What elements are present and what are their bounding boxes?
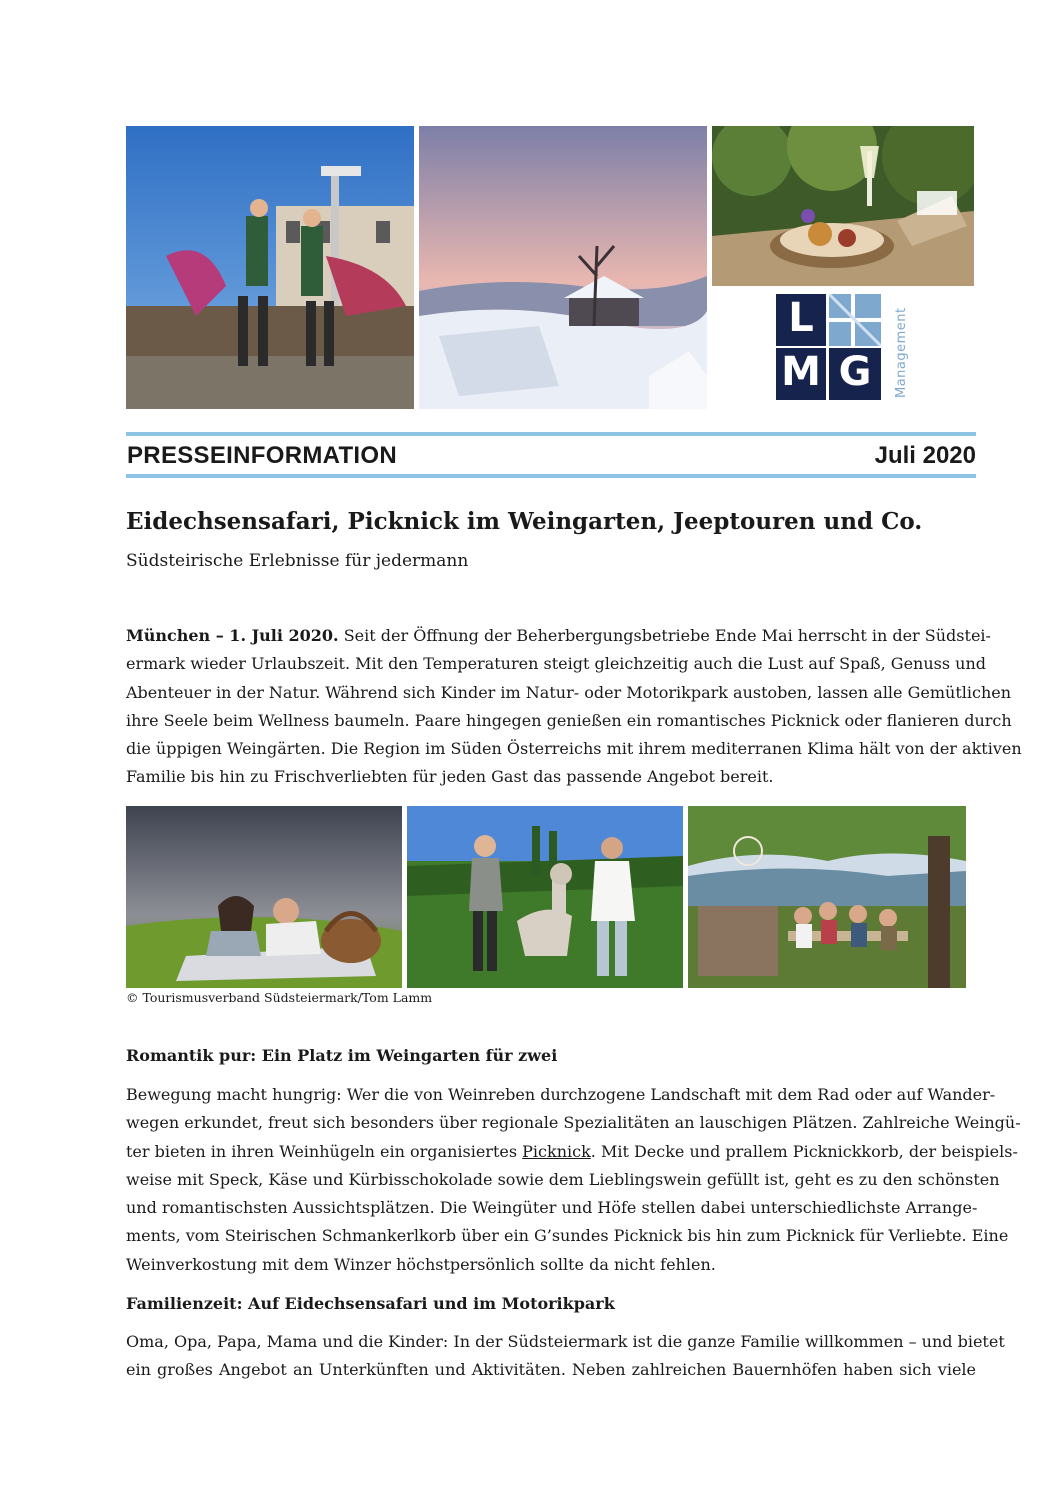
photo-food-wine: [712, 126, 974, 286]
romantik-line-text: ter bieten in ihren Weinhügeln ein organisiertes: [126, 1141, 523, 1161]
photo-caption: © Tourismusverband Südsteiermark/Tom Lamm: [126, 990, 433, 1005]
intro-line: Abenteuer in der Natur. Während sich Kinder im Natur- oder Motorikpark austoben, lassen alle Gemütlichen: [126, 682, 1012, 702]
section-title-romantik: Romantik pur: Ein Platz im Weingarten für zwei: [126, 1046, 558, 1065]
romantik-line: ments, vom Steirischen Schmankerlkorb über ein G’sundes Picknick bis hin zum Picknick für Verliebte. Eine: [126, 1226, 1009, 1246]
logo-cross-mark: [829, 294, 881, 346]
intro-lead: München – 1. Juli 2020.: [126, 626, 339, 645]
romantik-line: Bewegung macht hungrig: Wer die von Weinreben durchzogene Landschaft mit dem Rad oder auf Wander-: [126, 1085, 996, 1104]
familienzeit-line: ein großes Angebot an Unterkünften und Aktivitäten. Neben zahlreichen Bauernhöfen haben sich viele: [126, 1360, 976, 1380]
headline: Eidechsensafari, Picknick im Weingarten, Jeeptouren und Co.: [126, 508, 923, 535]
romantik-line: [126, 1138, 1018, 1166]
picknick-link[interactable]: Picknick: [522, 1141, 591, 1161]
photo-garden-table: [688, 806, 966, 988]
logo-letter-l: L: [776, 294, 826, 346]
intro-paragraph: [126, 622, 1022, 792]
familienzeit-line: Oma, Opa, Papa, Mama und die Kinder: In der Südsteiermark ist die ganze Familie willkommen – und bietet: [126, 1332, 1005, 1351]
lmg-logo: [776, 292, 916, 402]
photo-picnic-couple: [126, 806, 402, 988]
romantik-line: wegen erkundet, freut sich besonders über regionale Spezialitäten an lauschigen Plätzen. Zahlreiche Weingü-: [126, 1113, 1021, 1133]
press-rule-top: [126, 432, 976, 436]
intro-line: ermark wieder Urlaubszeit. Mit den Temperaturen steigt gleichzeitig auch die Lust auf Spaß, Genuss und: [126, 654, 986, 674]
photo-alpaca-walk: [407, 806, 683, 988]
section-romantik-paragraph: [126, 1081, 1021, 1279]
romantik-line: Weinverkostung mit dem Winzer höchstpersönlich sollte da nicht fehlen.: [126, 1254, 716, 1274]
intro-line: ihre Seele beim Wellness baumeln. Paare hingegen genießen ein romantisches Picknick oder flanieren durch: [126, 710, 1012, 730]
romantik-line: und romantischsten Aussichtsplätzen. Die Weingüter und Höfe stellen dabei unterschiedlichste Arrange-: [126, 1198, 978, 1218]
section-familienzeit-paragraph: [126, 1328, 1005, 1385]
intro-line-text: Seit der Öffnung der Beherbergungsbetriebe Ende Mai herrscht in der Südstei-: [343, 626, 991, 645]
intro-line: die üppigen Weingärten. Die Region im Süden Österreichs mit ihrem mediterranen Klima hält von der aktiven: [126, 739, 1022, 759]
photo-folk-dancers: [126, 126, 414, 409]
press-title: PRESSEINFORMATION: [127, 442, 398, 469]
logo-letter-m: M: [776, 348, 826, 400]
logo-wordmark: [894, 292, 914, 400]
logo-word: Management: [894, 307, 909, 398]
intro-line: [126, 622, 991, 650]
photo-snowy-vineyard: [419, 126, 707, 409]
romantik-line: weise mit Speck, Käse und Kürbisschokolade sowie dem Lieblingswein gefüllt ist, geht es zu den schönsten: [126, 1169, 1000, 1189]
intro-line: Familie bis hin zu Frischverliebten für jeden Gast das passende Angebot bereit.: [126, 767, 774, 787]
section-title-familienzeit: Familienzeit: Auf Eidechsensafari und im Motorikpark: [126, 1294, 615, 1313]
press-date: Juli 2020: [874, 442, 976, 469]
logo-letter-g: G: [829, 348, 881, 400]
romantik-line-text: . Mit Decke und prallem Picknickkorb, der beispiels-: [590, 1141, 1018, 1161]
subline: Südsteirische Erlebnisse für jedermann: [126, 551, 469, 571]
press-rule-bottom: [126, 474, 976, 478]
